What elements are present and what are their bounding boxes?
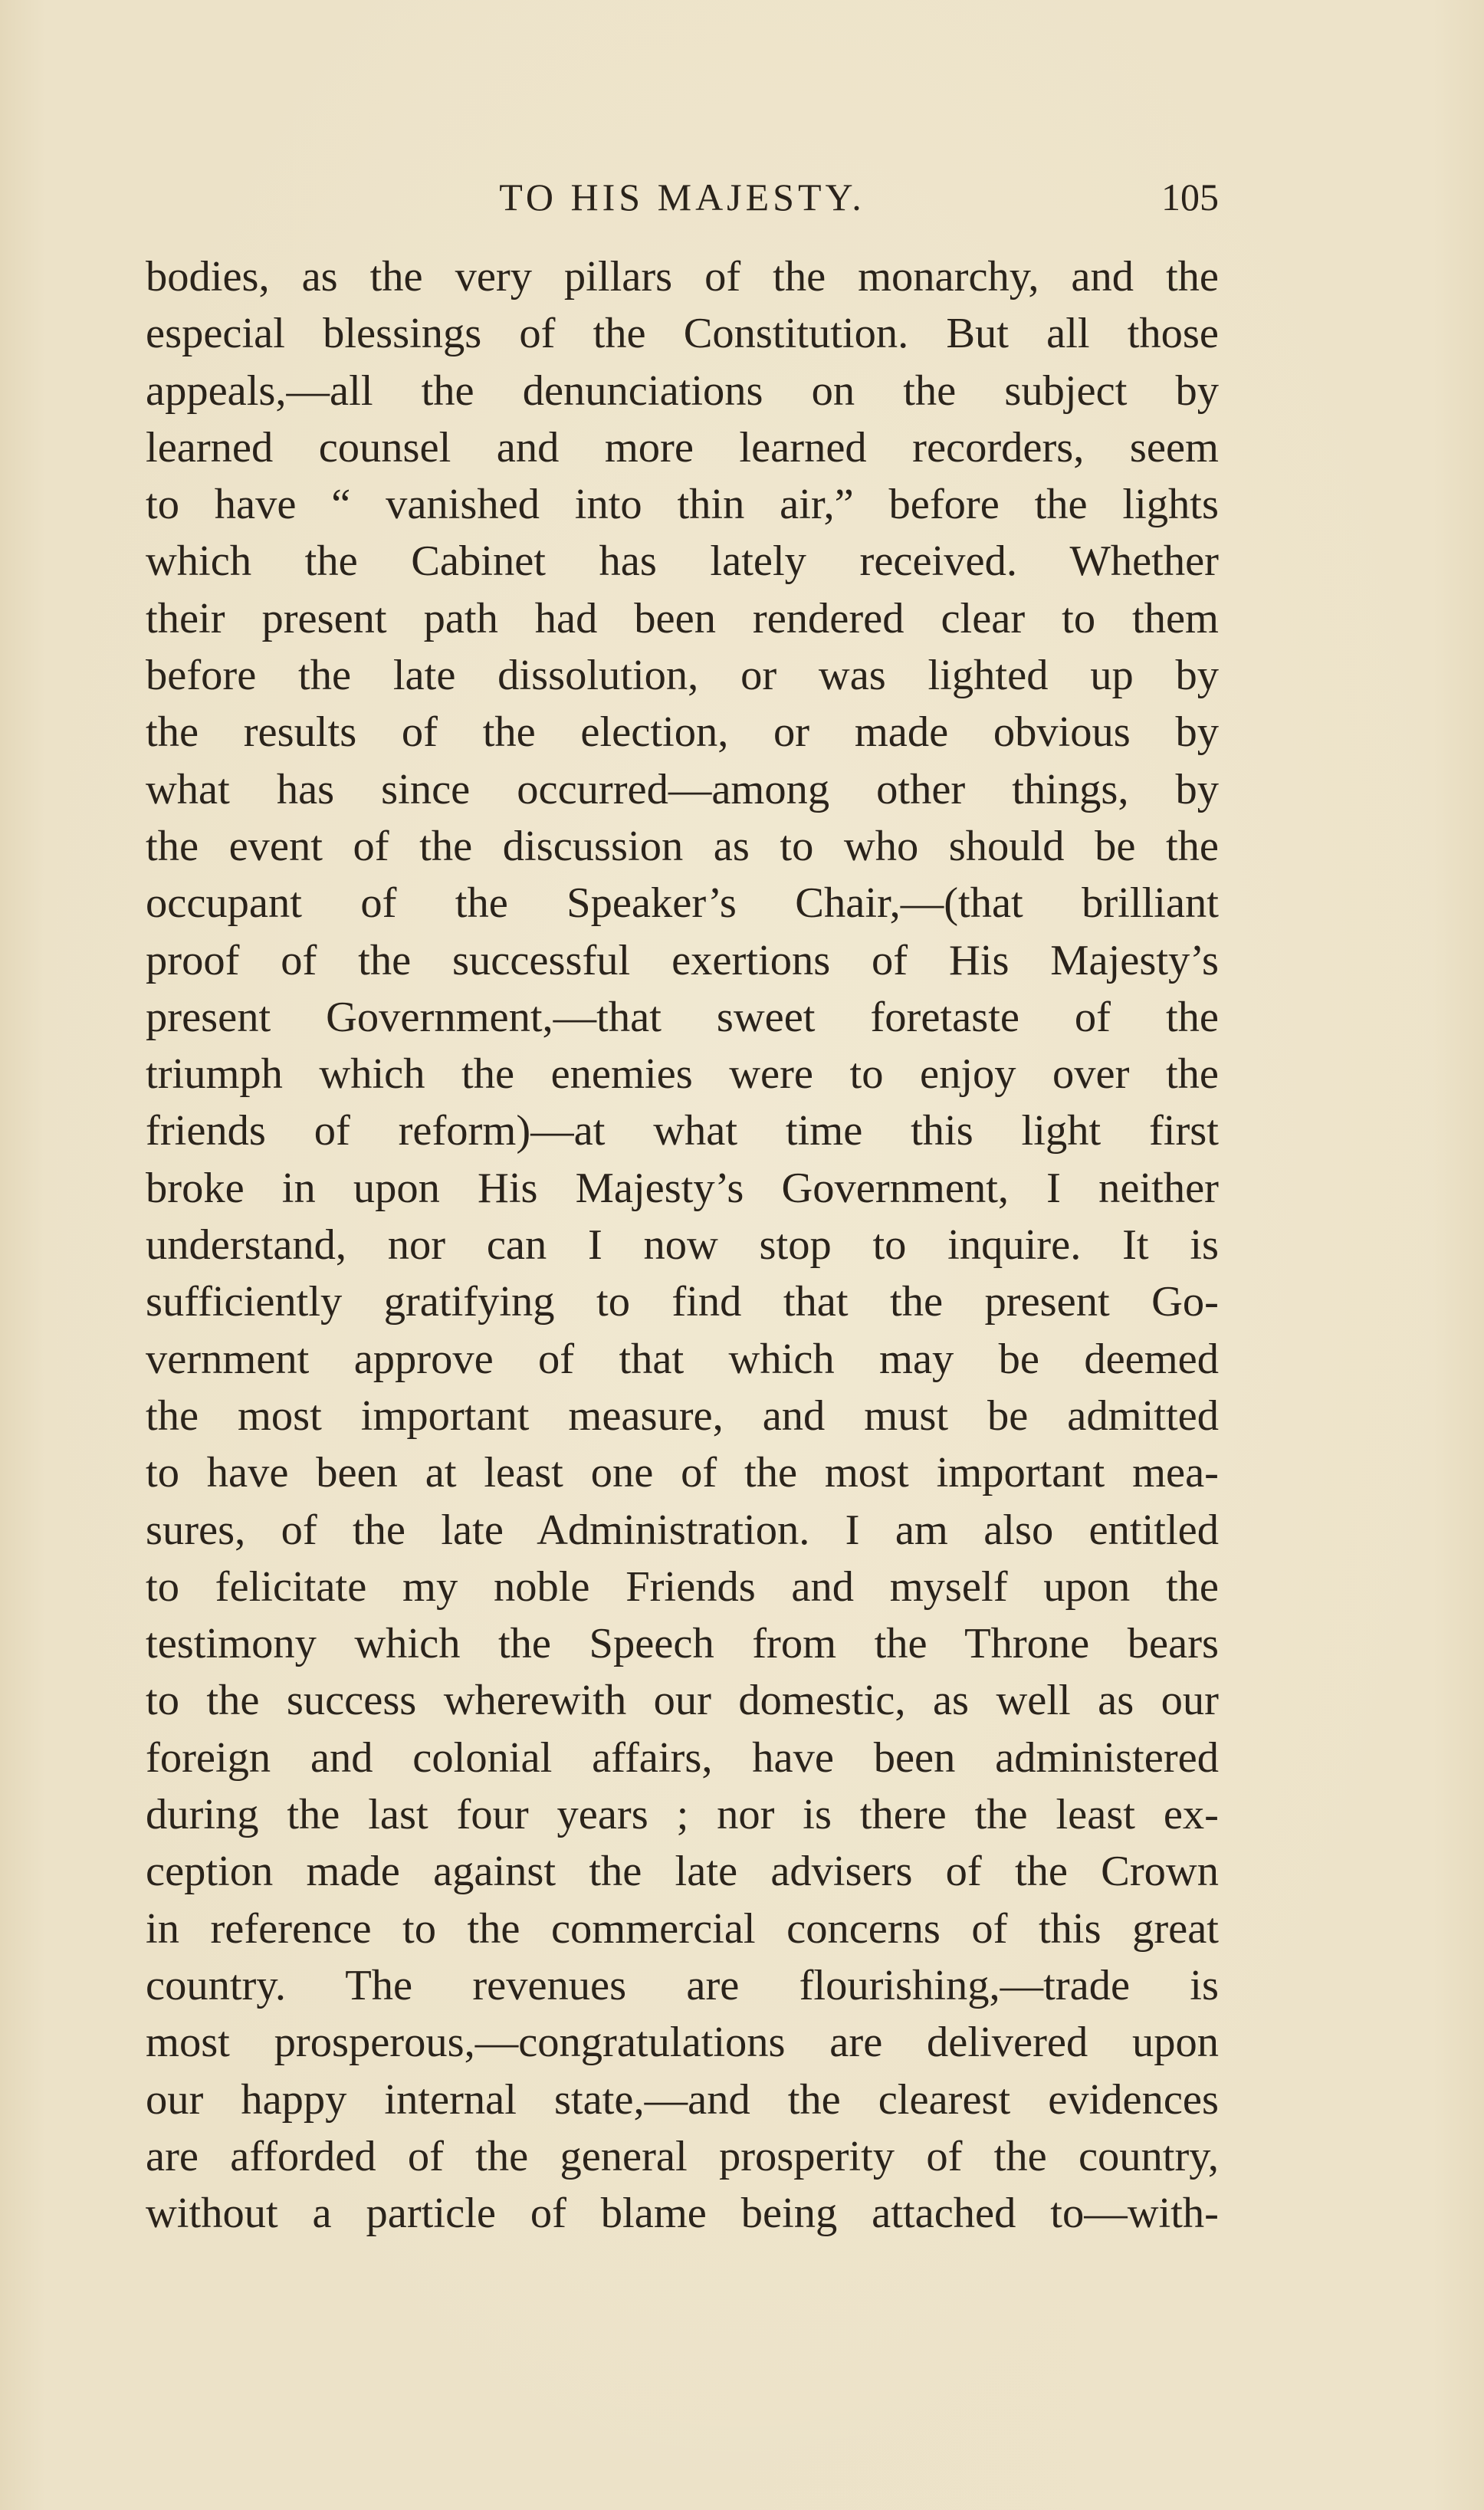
text-line: country. The revenues are flourishing,—trade is [146, 1961, 1219, 2009]
text-line: during the last four years ; nor is there the least ex- [146, 1791, 1219, 1839]
page-header [146, 170, 1219, 224]
text-line: to the success wherewith our domestic, as well as our [146, 1677, 1219, 1725]
text-line: learned counsel and more learned recorders, seem [146, 423, 1219, 471]
text-line: the most important measure, and must be admitted [146, 1391, 1219, 1440]
text-line: proof of the successful exertions of His Majesty’s [146, 936, 1219, 984]
text-line: vernment approve of that which may be deemed [146, 1335, 1219, 1383]
text-line: most prosperous,—congratulations are delivered upon [146, 2019, 1219, 2067]
text-line: sufficiently gratifying to find that the present Go- [146, 1278, 1219, 1326]
text-line: which the Cabinet has lately received. Whether [146, 537, 1219, 586]
text-line: especial blessings of the Constitution. But all those [146, 310, 1219, 358]
text-line: broke in upon His Majesty’s Government, I neither [146, 1164, 1219, 1212]
page-number: 105 [1161, 176, 1219, 218]
text-line: foreign and colonial affairs, have been administered [146, 1733, 1219, 1782]
text-line: are afforded of the general prosperity of the country, [146, 2132, 1219, 2180]
text-line: appeals,—all the denunciations on the subject by [146, 366, 1219, 415]
text-line: occupant of the Speaker’s Chair,—(that brilliant [146, 879, 1219, 928]
text-line: their present path had been rendered clear to them [146, 594, 1219, 642]
text-line: to have been at least one of the most important mea- [146, 1449, 1219, 1497]
text-line: testimony which the Speech from the Throne bears [146, 1620, 1219, 1668]
text-line: bodies, as the very pillars of the monarchy, and the [146, 253, 1219, 301]
body-text [146, 248, 1219, 2242]
running-head: TO HIS MAJESTY. [499, 176, 865, 218]
text-line: before the late dissolution, or was lighted up by [146, 652, 1219, 700]
text-line: ception made against the late advisers of the Crown [146, 1848, 1219, 1896]
text-line: what has since occurred—among other things, by [146, 765, 1219, 813]
text-line: to have “ vanished into thin air,” before the lights [146, 481, 1219, 529]
text-line: sures, of the late Administration. I am also entitled [146, 1506, 1219, 1554]
text-line: without a particle of blame being attached to—with- [146, 2190, 1219, 2238]
text-line: the event of the discussion as to who should be the [146, 822, 1219, 870]
text-line: our happy internal state,—and the clearest evidences [146, 2075, 1219, 2124]
text-line: friends of reform)—at what time this light first [146, 1107, 1219, 1155]
text-line: to felicitate my noble Friends and myself upon the [146, 1562, 1219, 1611]
text-line: the results of the election, or made obvious by [146, 708, 1219, 757]
text-line: in reference to the commercial concerns of this great [146, 1904, 1219, 1953]
text-line: present Government,—that sweet foretaste of the [146, 993, 1219, 1041]
text-line: understand, nor can I now stop to inquire. It is [146, 1221, 1219, 1270]
text-line: triumph which the enemies were to enjoy over the [146, 1050, 1219, 1099]
